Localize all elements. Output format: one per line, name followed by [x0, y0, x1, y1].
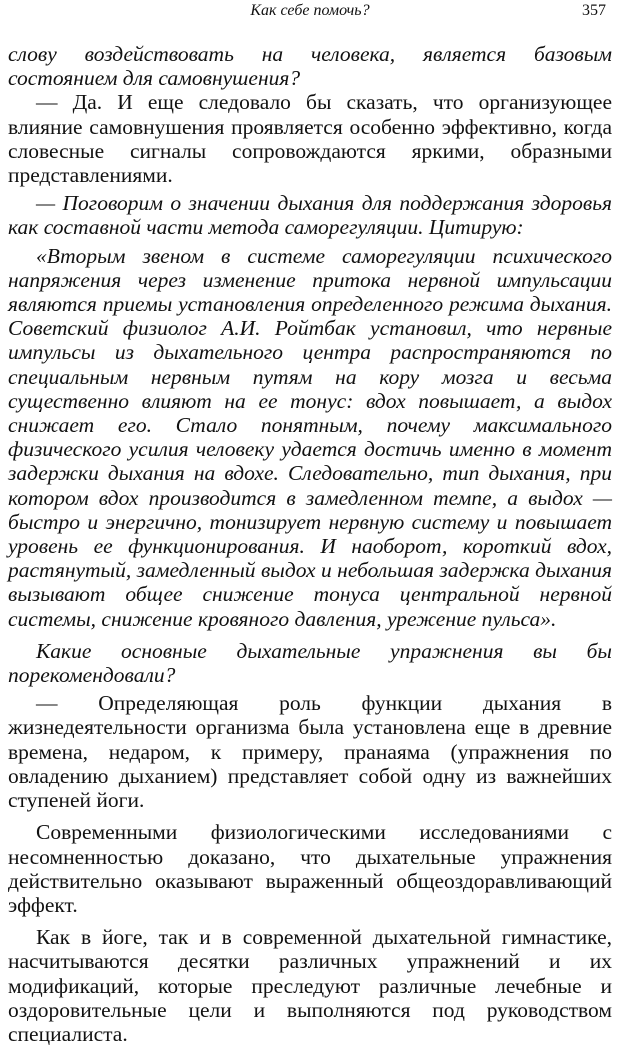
- paragraph-body: Современными физиологическими исследованиями с несомненностью доказано, что дыхательные упражнения действительно оказывают выраженный общеоздоравливающий эффект.: [8, 820, 612, 917]
- page-number: 357: [582, 2, 606, 19]
- page-body: [8, 42, 612, 1046]
- paragraph-answer: — Да. И еще следовало бы сказать, что организующее влияние самовнушения проявляется особенно эффективно, когда словесные сигналы сопровождаются яркими, образными представлениями.: [8, 90, 612, 188]
- paragraph-question: Какие основные дыхательные упражнения вы бы порекомендовали?: [8, 638, 612, 688]
- running-title: Как себе помочь?: [250, 2, 370, 19]
- paragraph-quote: «Вторым звеном в системе саморегуляции психического напряжения через изменение притока нервной импульсации являются приемы установления определенного режима дыхания. Советский физиолог А.И. Ройтбак установил, что нервные импульсы из дыхательного центра распространяются по специальным нервным путям на кору мозга и весьма существенно влияют на ее тонус: вдох повышает, а выдох снижает его. Стало понятным, почему максимального физического усилия человеку удается достичь именно в момент задержки дыхания на вдохе. Следовательно, тип дыхания, при котором вдох производится в замедленном темпе, а выдох — быстро и энергично, тонизирует нервную систему и повышает уровень ее функционирования. И наоборот, короткий вдох, растянутый, замедленный выдох и небольшая задержка дыхания вызывают общее снижение тонуса центральной нервной системы, снижение кровяного давления, урежение пульса».: [8, 243, 612, 631]
- paragraph-answer: — Определяющая роль функции дыхания в жизнедеятельности организма была установлена еще в древние времена, недаром, к примеру, пранаяма (упражнения по овладению дыханием) представляет собой одну из важнейших ступеней йоги.: [8, 691, 612, 813]
- paragraph-body: Как в йоге, так и в современной дыхательной гимнастике, насчитываются десятки различных упражнений и их модификаций, которые преследуют различные лечебные и оздоровительные цели и выполняются под руководством специалиста.: [8, 925, 612, 1046]
- paragraph-question-continuation: слову воздействовать на человека, является базовым состоянием для самовнушения?: [8, 42, 612, 91]
- paragraph-question: — Поговорим о значении дыхания для поддержания здоровья как составной части метода саморегуляции. Цитирую:: [8, 191, 612, 240]
- page-header: [0, 2, 620, 24]
